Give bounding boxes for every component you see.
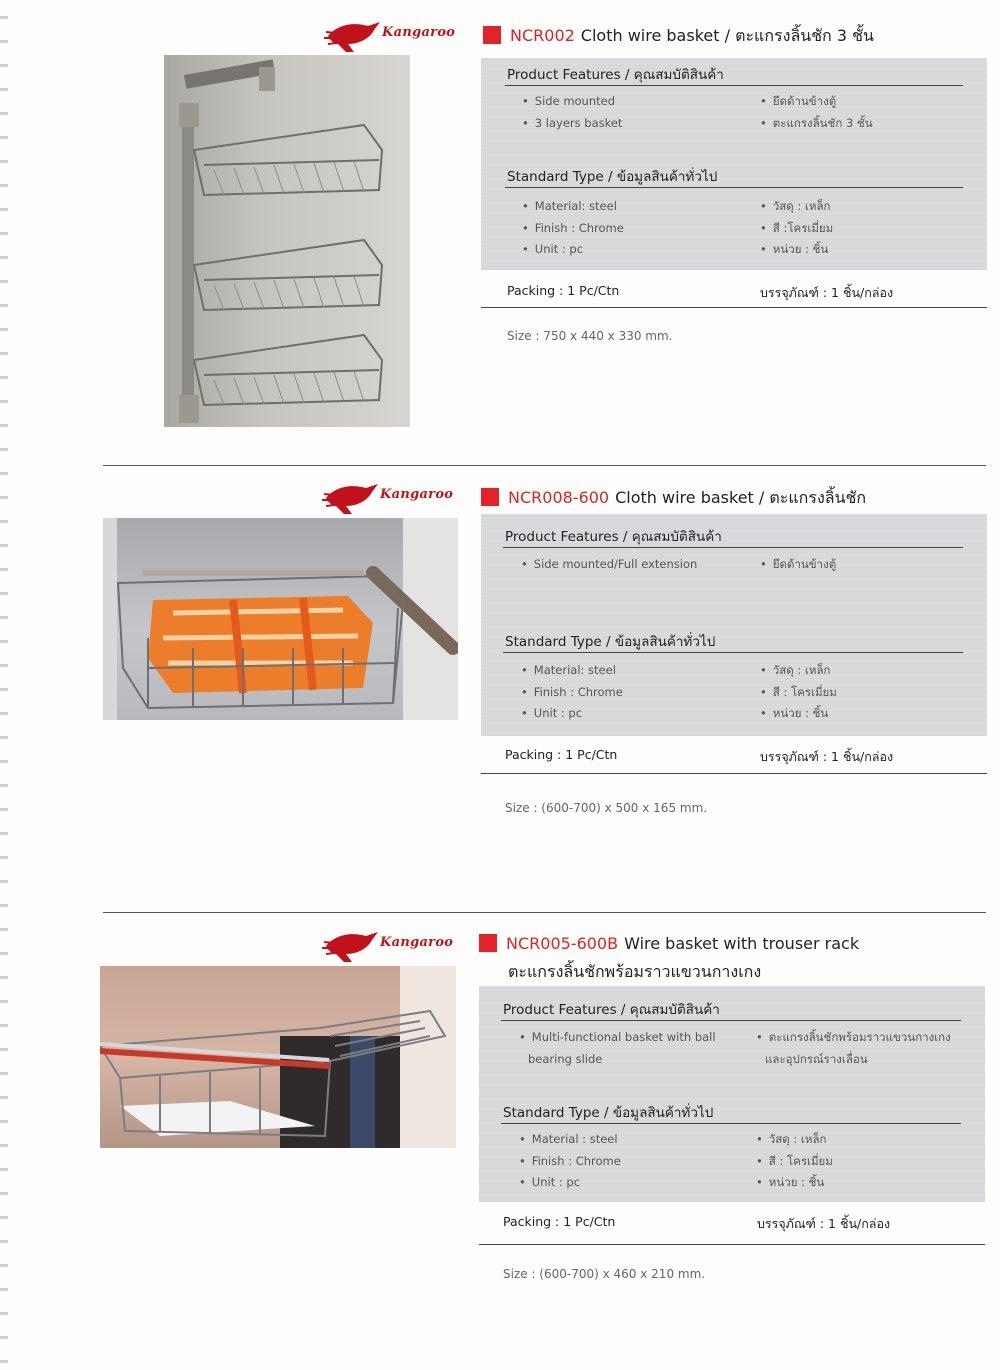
standard-heading: Standard Type / ข้อมูลสินค้าทั่วไป <box>503 1105 714 1121</box>
product-photo <box>164 55 410 427</box>
standard-item: • Material: steel <box>521 663 616 677</box>
standard-item: • หน่วย : ชิ้น <box>756 1175 825 1189</box>
brand-name: Kangaroo <box>380 487 454 502</box>
feature-item: • Side mounted <box>522 94 616 108</box>
standard-item: • Finish : Chrome <box>522 220 624 235</box>
standard-item: • วัสดุ : เหล็ก <box>756 1132 827 1146</box>
red-square-icon <box>481 488 499 506</box>
features-underline <box>503 547 963 548</box>
standard-underline <box>501 1123 961 1124</box>
product-name: Cloth wire basket / ตะแกรงลิ้นชัก <box>615 488 867 507</box>
features-list-th <box>756 1027 951 1070</box>
standard-heading: Standard Type / ข้อมูลสินค้าทั่วไป <box>507 169 718 185</box>
kangaroo-icon <box>324 18 384 54</box>
kangaroo-icon <box>322 928 382 964</box>
brand-logo <box>322 480 462 516</box>
packing-underline <box>481 773 987 774</box>
standard-list-en <box>519 1129 621 1194</box>
standard-list-en <box>521 660 623 725</box>
standard-item: • Unit : pc <box>522 242 584 256</box>
brand-logo <box>324 18 464 54</box>
feature-item: • ตะแกรงลิ้นชักพร้อมราวแขวนกางเกง <box>756 1030 951 1044</box>
features-list-th <box>760 554 836 576</box>
product-title <box>483 24 874 49</box>
product-subtitle: ตะแกรงลิ้นชักพร้อมราวแขวนกางเกง <box>508 962 762 981</box>
section-divider <box>103 465 986 466</box>
product-ncr002 <box>0 0 1000 460</box>
section-divider <box>103 912 986 913</box>
product-code: NCR008-600 <box>508 488 610 507</box>
standard-item: • สี : โครเมี่ยม <box>756 1153 833 1168</box>
standard-item: • Unit : pc <box>521 706 583 720</box>
standard-heading: Standard Type / ข้อมูลสินค้าทั่วไป <box>505 634 716 650</box>
brand-name: Kangaroo <box>380 935 454 950</box>
packing-en: Packing : 1 Pc/Ctn <box>507 283 620 298</box>
features-list-en <box>522 91 622 134</box>
product-ncr008-600 <box>0 470 1000 910</box>
standard-item: • สี :โครเมี่ยม <box>760 220 834 235</box>
brand-logo <box>322 928 462 964</box>
packing-th: บรรจุภัณฑ์ : 1 ชิ้น/กล่อง <box>760 749 894 764</box>
standard-item: • สี : โครเมี่ยม <box>760 684 837 699</box>
product-name: Wire basket with trouser rack <box>624 934 860 953</box>
feature-item: • ตะแกรงลิ้นชัก 3 ชั้น <box>760 115 873 130</box>
packing-underline <box>481 307 987 308</box>
standard-list-th <box>760 196 833 261</box>
packing-th: บรรจุภัณฑ์ : 1 ชิ้น/กล่อง <box>757 1216 891 1231</box>
product-code: NCR002 <box>510 26 575 45</box>
packing-underline <box>479 1244 985 1245</box>
packing-en: Packing : 1 Pc/Ctn <box>505 747 618 762</box>
standard-item: • Unit : pc <box>519 1175 581 1189</box>
three-layer-basket-illustration <box>164 55 410 427</box>
features-list-th <box>760 91 873 134</box>
product-photo <box>103 518 458 720</box>
standard-item: • วัสดุ : เหล็ก <box>760 663 831 677</box>
feature-item: bearing slide <box>528 1051 603 1066</box>
standard-item: • Finish : Chrome <box>519 1153 621 1168</box>
features-list-en <box>521 554 697 576</box>
standard-underline <box>505 187 963 188</box>
features-heading: Product Features / คุณสมบัติสินค้า <box>507 67 724 83</box>
product-code: NCR005-600B <box>506 934 619 953</box>
packing-en: Packing : 1 Pc/Ctn <box>503 1214 616 1229</box>
standard-item: • Material : steel <box>519 1132 618 1146</box>
product-size: Size : (600-700) x 500 x 165 mm. <box>505 801 708 815</box>
standard-underline <box>503 652 963 653</box>
product-title <box>479 934 859 953</box>
feature-item: • ยึดด้านข้างตู้ <box>760 94 837 108</box>
red-square-icon <box>479 934 497 952</box>
product-size: Size : (600-700) x 460 x 210 mm. <box>503 1267 706 1281</box>
brand-name: Kangaroo <box>382 25 456 40</box>
feature-item: • 3 layers basket <box>522 115 623 130</box>
standard-item: • วัสดุ : เหล็ก <box>760 199 831 213</box>
standard-item: • Material: steel <box>522 199 617 213</box>
standard-list-en <box>522 196 624 261</box>
feature-item: • Side mounted/Full extension <box>521 557 698 571</box>
feature-item: และอุปกรณ์รางเลื่อน <box>765 1051 868 1066</box>
features-underline <box>505 85 963 86</box>
standard-item: • หน่วย : ชิ้น <box>760 242 829 256</box>
product-title <box>481 486 866 511</box>
product-ncr005-600b <box>0 918 1000 1358</box>
packing-th: บรรจุภัณฑ์ : 1 ชิ้น/กล่อง <box>760 285 894 300</box>
product-size: Size : 750 x 440 x 330 mm. <box>507 329 673 343</box>
features-heading: Product Features / คุณสมบัติสินค้า <box>503 1002 720 1018</box>
kangaroo-icon <box>322 480 382 516</box>
standard-item: • หน่วย : ชิ้น <box>760 706 829 720</box>
standard-list-th <box>760 660 837 725</box>
features-underline <box>501 1020 961 1021</box>
basket-with-towel-illustration <box>103 518 458 720</box>
features-heading: Product Features / คุณสมบัติสินค้า <box>505 529 722 545</box>
product-photo <box>100 966 456 1148</box>
standard-item: • Finish : Chrome <box>521 684 623 699</box>
feature-item: • Multi-functional basket with ball <box>519 1030 716 1044</box>
features-list-en <box>519 1027 716 1070</box>
red-square-icon <box>483 26 501 44</box>
basket-with-trouser-rack-illustration <box>100 966 456 1148</box>
standard-list-th <box>756 1129 833 1194</box>
feature-item: • ยึดด้านข้างตู้ <box>760 557 837 571</box>
product-name: Cloth wire basket / ตะแกรงลิ้นชัก 3 ชั้น <box>580 26 874 45</box>
